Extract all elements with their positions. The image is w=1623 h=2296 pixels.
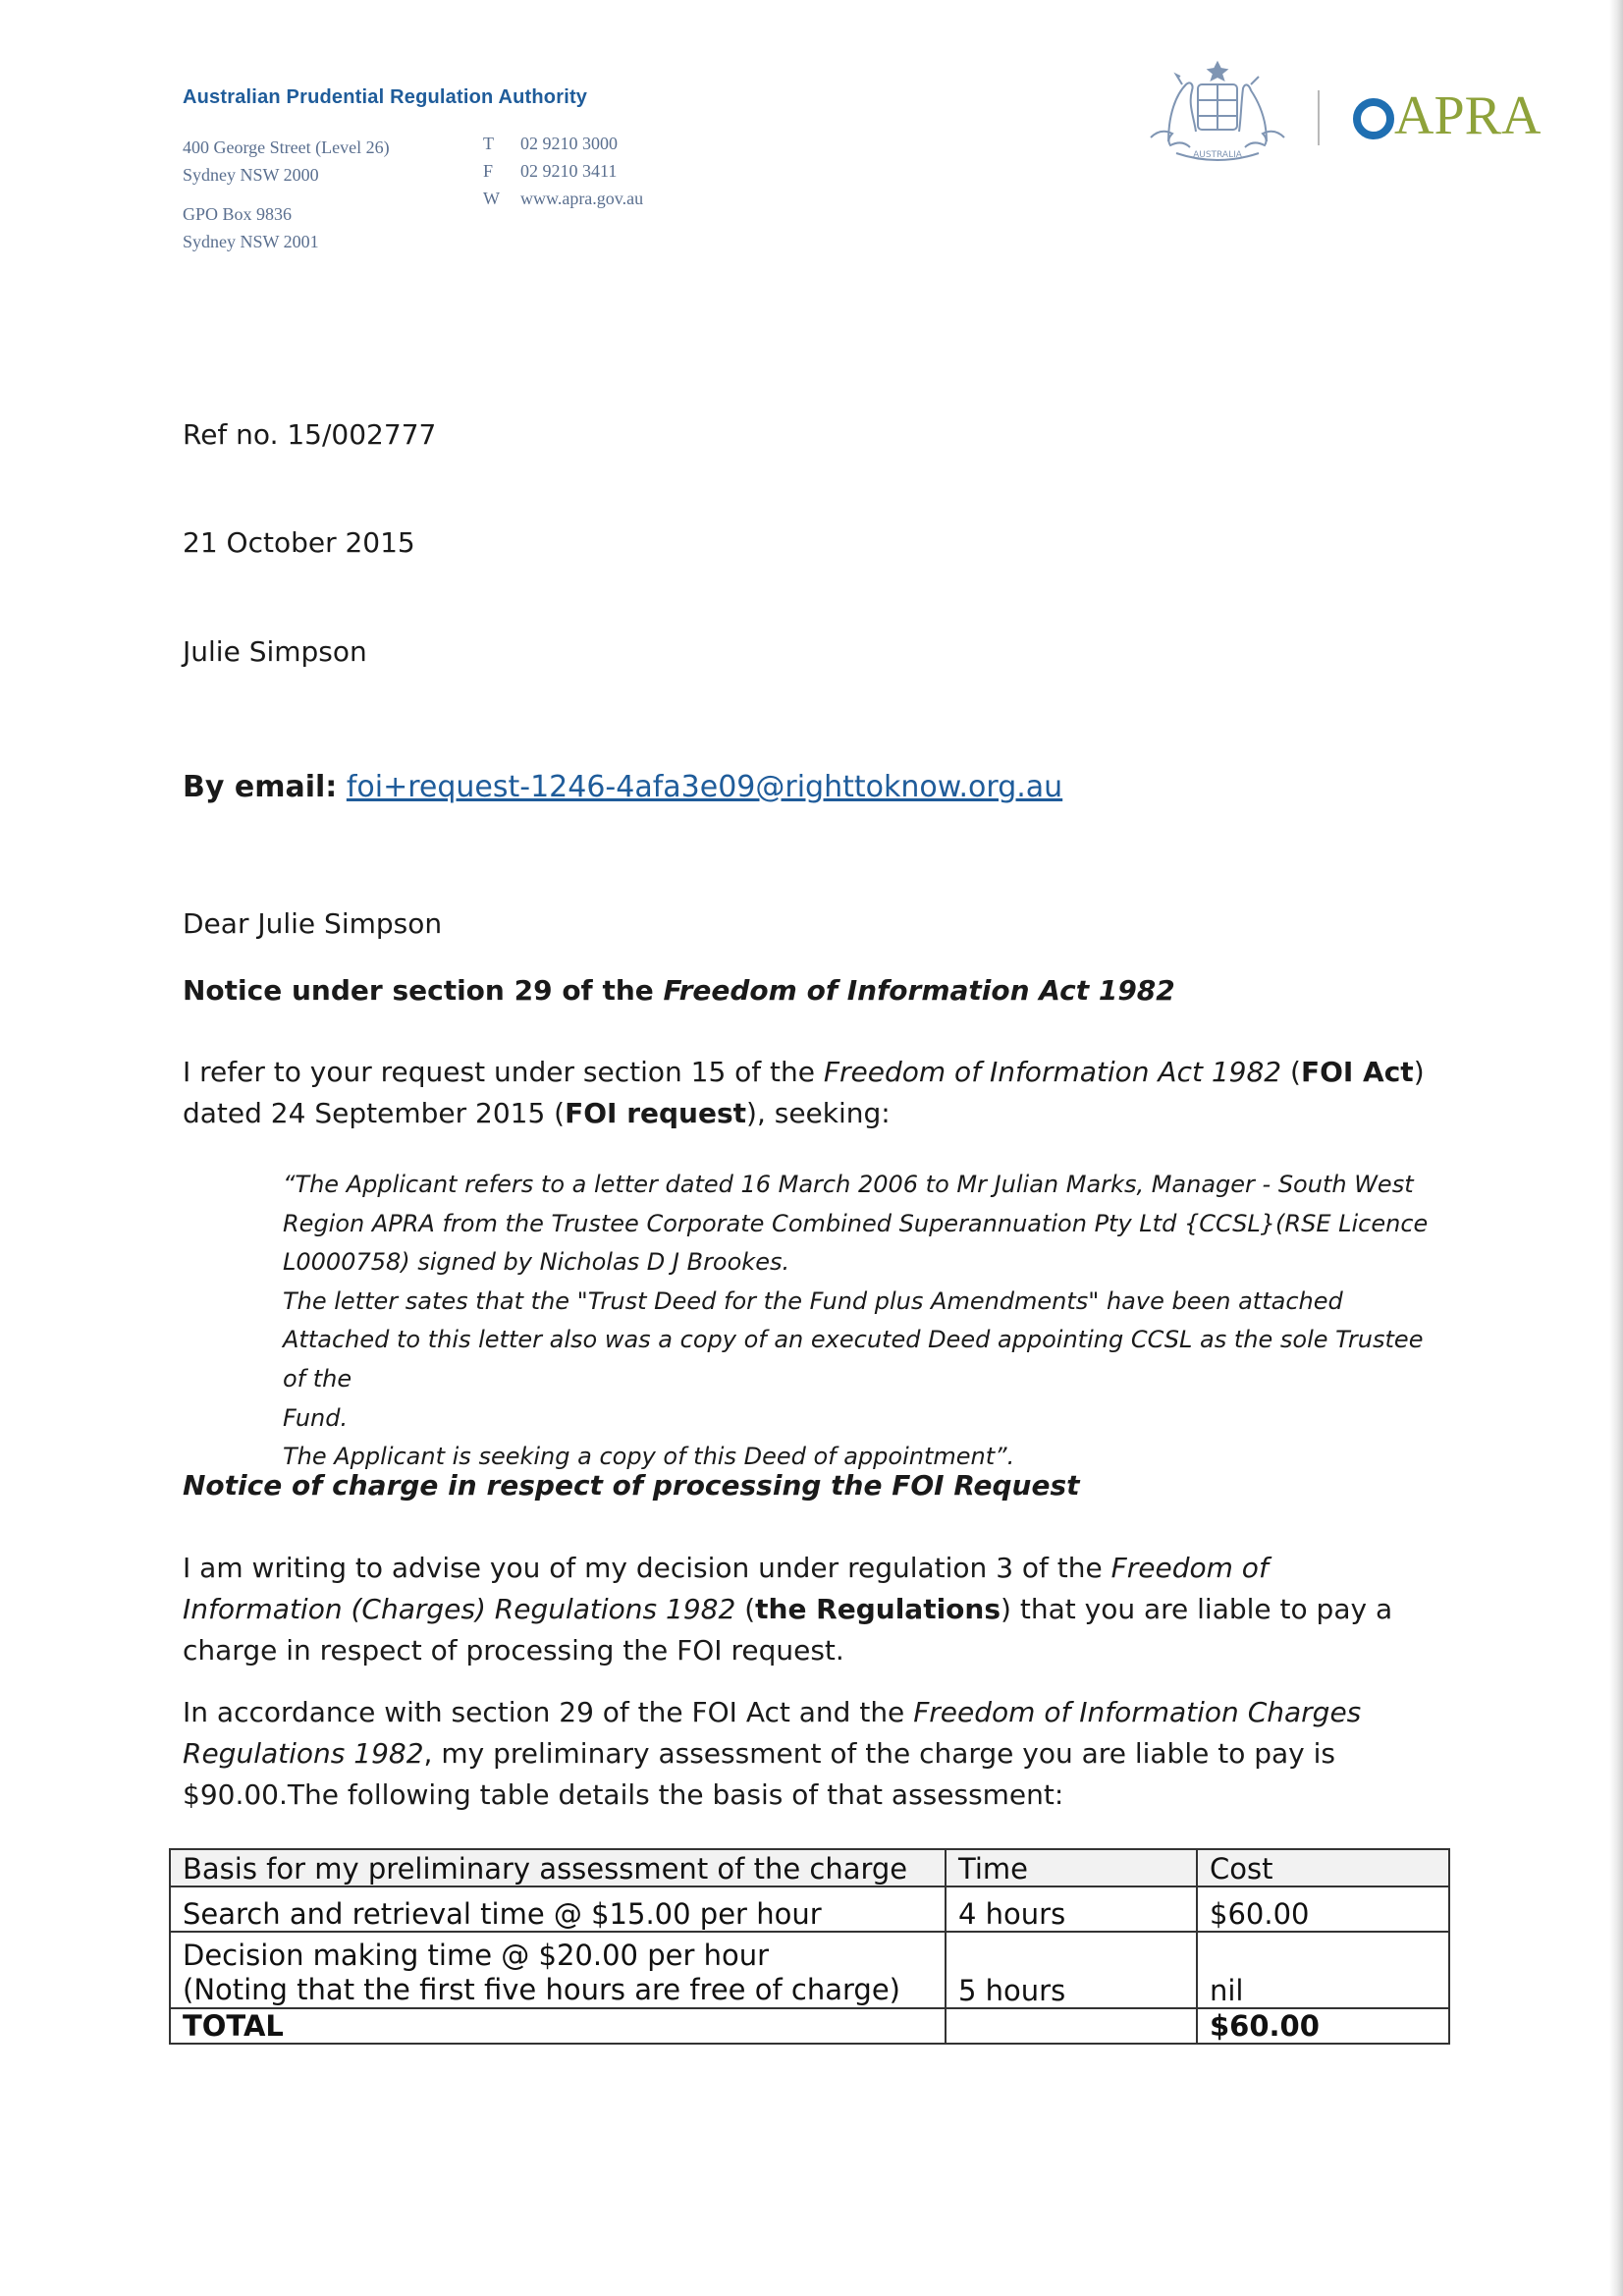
total-label: TOTAL	[170, 2008, 946, 2044]
cell-cost: $60.00	[1197, 1886, 1449, 1932]
table-header-row	[170, 1849, 1449, 1886]
contact-key: T	[483, 134, 494, 153]
reference-number: Ref no. 15/002777	[183, 418, 437, 451]
intro-line-2	[183, 1093, 1449, 1134]
po-line-1: GPO Box 9836	[183, 204, 293, 224]
crest-label: AUSTRALIA	[1193, 150, 1242, 160]
intro-line-1	[183, 1052, 1449, 1093]
decision-paragraph	[183, 1548, 1449, 1671]
subject-act-title: Freedom of Information Act 1982	[663, 974, 1175, 1007]
logo-divider	[1318, 90, 1320, 145]
by-email-label: By email:	[183, 770, 338, 804]
foi-act-abbrev: FOI Act	[1300, 1056, 1414, 1088]
street-line-2: Sydney NSW 2000	[183, 165, 319, 185]
total-cost: $60.00	[1197, 2008, 1449, 2044]
contact-phone	[483, 134, 643, 161]
subject-prefix: Notice under section 29 of the	[183, 974, 664, 1007]
header-cost: Cost	[1197, 1849, 1449, 1886]
decision-line-1	[183, 1548, 1449, 1589]
po-line-2: Sydney NSW 2001	[183, 232, 319, 251]
table-row	[170, 1932, 1449, 2008]
street-address	[183, 134, 390, 189]
regulation-title: Freedom of	[1110, 1552, 1269, 1584]
contact-web	[483, 189, 643, 216]
total-time	[946, 2008, 1197, 2044]
cell-basis: Search and retrieval time @ $15.00 per hour	[170, 1886, 946, 1932]
regulation-title: Freedom of Information Charges	[913, 1696, 1362, 1728]
request-quote	[283, 1166, 1441, 1477]
phone-number: 02 9210 3000	[520, 134, 618, 153]
contact-key: W	[483, 189, 500, 208]
apra-logo-text: APRA	[1394, 85, 1542, 146]
org-name: Australian Prudential Regulation Authority	[183, 86, 588, 108]
recipient-email-link[interactable]: foi+request-1246-4afa3e09@righttoknow.org.au	[346, 770, 1063, 804]
assessment-text: In accordance with section 29 of the FOI Act and the	[183, 1696, 914, 1728]
header-time: Time	[946, 1849, 1197, 1886]
decision-line-3: charge in respect of processing the FOI request.	[183, 1634, 844, 1667]
regulation-title: Regulations 1982	[183, 1737, 424, 1770]
scan-edge-shadow	[1609, 0, 1623, 2296]
apra-logo-ring-icon	[1353, 98, 1394, 139]
decision-text: (	[735, 1593, 756, 1625]
website-url[interactable]: www.apra.gov.au	[520, 189, 644, 208]
header-basis: Basis for my preliminary assessment of the charge	[170, 1849, 946, 1886]
section-heading: Notice of charge in respect of processing the FOI Request	[183, 1469, 1080, 1502]
table-row	[170, 1886, 1449, 1932]
letter-subject	[183, 970, 1175, 1011]
intro-text: ), seeking:	[746, 1097, 891, 1129]
quote-line: The Applicant is seeking a copy of this Deed of appointment”.	[283, 1443, 1015, 1471]
charges-table	[169, 1848, 1450, 2045]
quote-line: L0000758) signed by Nicholas D J Brookes.	[283, 1248, 790, 1277]
decision-line-2	[183, 1589, 1449, 1630]
quote-line: Fund.	[283, 1403, 349, 1432]
table-total-row	[170, 2008, 1449, 2044]
intro-text: I refer to your request under section 15 of the	[183, 1056, 824, 1088]
intro-text: )	[1413, 1056, 1425, 1088]
contact-fax	[483, 161, 643, 189]
regulation-title: Information (Charges) Regulations 1982	[183, 1593, 736, 1625]
contact-key: F	[483, 161, 494, 181]
cell-time: 5 hours	[946, 1932, 1197, 2008]
intro-text: dated 24 September 2015 (	[183, 1097, 566, 1129]
quote-line: Attached to this letter also was a copy of an executed Deed appointing CCSL as the sole Trustee of the	[283, 1326, 1424, 1393]
act-title: Freedom of Information Act 1982	[823, 1056, 1282, 1088]
assessment-line-1	[183, 1692, 1449, 1733]
basis-line-1: Decision making time @ $20.00 per hour	[183, 1939, 770, 1972]
po-box-address	[183, 200, 319, 255]
intro-text: (	[1281, 1056, 1301, 1088]
cell-cost: nil	[1197, 1932, 1449, 2008]
decision-text: I am writing to advise you of my decision under regulation 3 of the	[183, 1552, 1111, 1584]
quote-line: Region APRA from the Trustee Corporate Combined Superannuation Pty Ltd {CCSL}(RSE Licence	[283, 1209, 1429, 1237]
assessment-line-2	[183, 1733, 1449, 1775]
coat-of-arms-icon	[1129, 55, 1306, 173]
quote-line: “The Applicant refers to a letter dated 16 March 2006 to Mr Julian Marks, Manager - South West	[283, 1171, 1414, 1198]
basis-line-2: (Noting that the first five hours are free of charge)	[183, 1973, 900, 2006]
cell-basis	[170, 1932, 946, 2008]
intro-paragraph	[183, 1052, 1449, 1134]
cell-time: 4 hours	[946, 1886, 1197, 1932]
quote-line: The letter sates that the "Trust Deed for the Fund plus Amendments" have been attached	[283, 1286, 1343, 1315]
letter-date: 21 October 2015	[183, 526, 415, 559]
contact-block	[483, 134, 643, 216]
street-line-1: 400 George Street (Level 26)	[183, 137, 390, 157]
regulations-abbrev: the Regulations	[755, 1593, 1001, 1625]
decision-text: ) that you are liable to pay a	[1001, 1593, 1393, 1625]
recipient-name: Julie Simpson	[183, 635, 367, 668]
salutation: Dear Julie Simpson	[183, 907, 443, 940]
fax-number: 02 9210 3411	[520, 161, 618, 181]
assessment-line-3: $90.00.The following table details the basis of that assessment:	[183, 1778, 1064, 1811]
email-line	[183, 767, 1062, 808]
foi-request-abbrev: FOI request	[565, 1097, 747, 1129]
assessment-text: , my preliminary assessment of the charge you are liable to pay is	[423, 1737, 1336, 1770]
assessment-paragraph	[183, 1692, 1449, 1816]
